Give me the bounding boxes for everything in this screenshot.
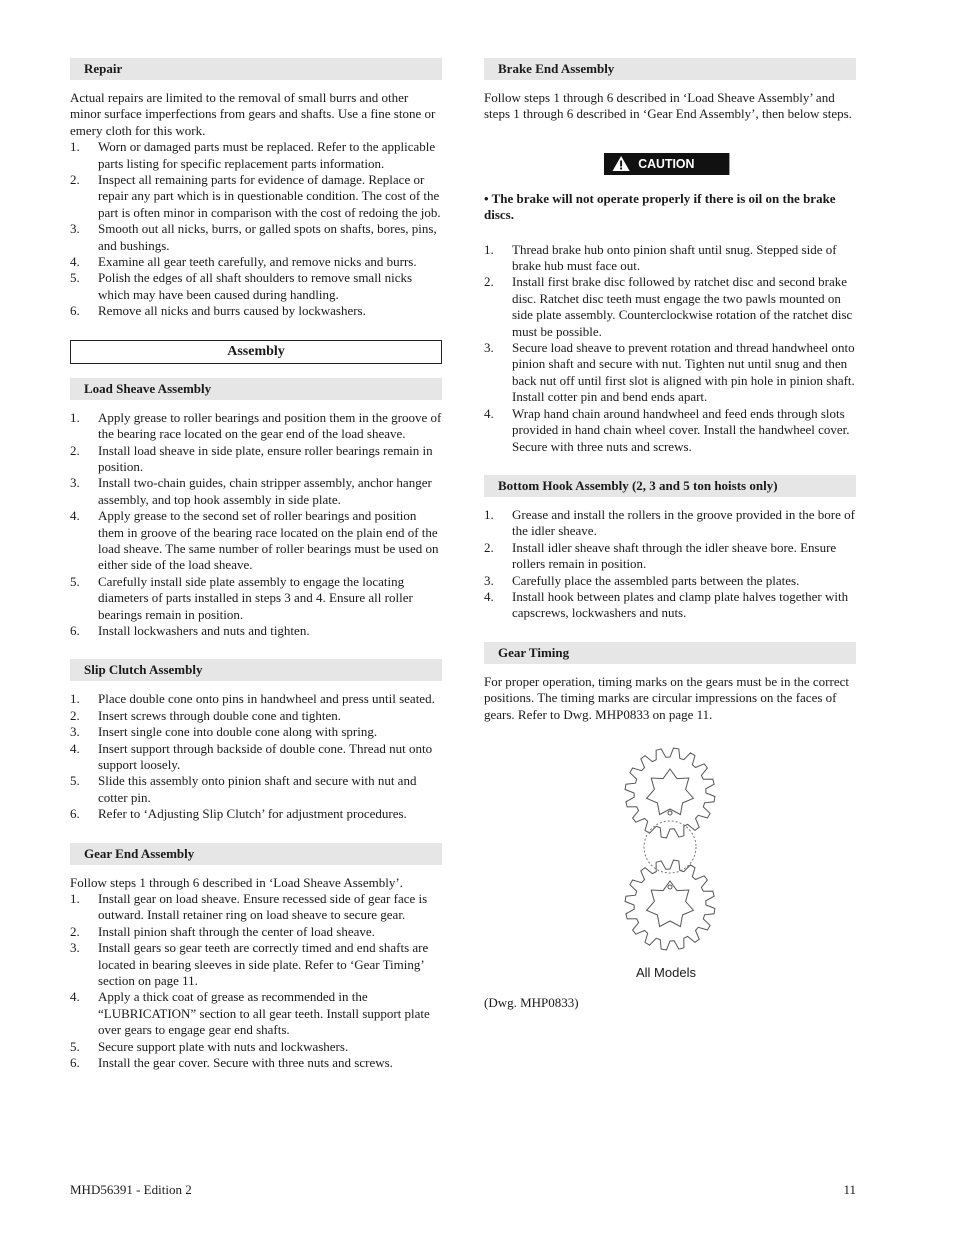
list-item bbox=[70, 741, 442, 774]
item-number: 5. bbox=[70, 773, 80, 789]
figure-caption: All Models bbox=[636, 964, 696, 980]
item-text: Secure support plate with nuts and lockwashers. bbox=[98, 1038, 349, 1054]
item-text: Inspect all remaining parts for evidence of damage. Replace or repair any part which is in questionable condition. The cost of the part is often minor in comparison with the cost of redoing the job. bbox=[98, 172, 441, 220]
item-number: 2. bbox=[484, 539, 494, 555]
item-text: Smooth out all nicks, burrs, or galled spots on shafts, bores, pins, and bushings. bbox=[98, 221, 437, 253]
item-number: 4. bbox=[484, 588, 494, 604]
list-item bbox=[70, 508, 442, 574]
list-item bbox=[70, 691, 442, 707]
item-number: 6. bbox=[70, 806, 80, 822]
repair-list bbox=[70, 139, 442, 319]
load-sheave-heading: Load Sheave Assembly bbox=[70, 378, 442, 400]
list-item bbox=[70, 139, 442, 172]
item-text: Insert screws through double cone and tighten. bbox=[98, 707, 341, 723]
item-number: 6. bbox=[70, 1055, 80, 1071]
list-item bbox=[484, 406, 856, 455]
right-column bbox=[484, 58, 856, 1011]
caution-banner bbox=[604, 153, 729, 175]
list-item bbox=[70, 443, 442, 476]
item-text: Install hook between plates and clamp plate halves together with capscrews, lockwashers and nuts. bbox=[512, 588, 849, 621]
item-text: Carefully place the assembled parts between the plates. bbox=[512, 572, 800, 588]
load-sheave-list bbox=[70, 410, 442, 640]
list-item bbox=[70, 172, 442, 221]
item-number: 4. bbox=[70, 740, 80, 756]
list-item bbox=[484, 589, 856, 622]
item-number: 6. bbox=[70, 303, 80, 319]
item-text: Install lockwashers and nuts and tighten. bbox=[98, 622, 310, 638]
item-number: 5. bbox=[70, 1038, 80, 1054]
list-item bbox=[70, 708, 442, 724]
item-text: Install gears so gear teeth are correctly timed and end shafts are located in bearing sleeves in side plate. Refer to ‘Gear Timing’ section on page 11. bbox=[98, 940, 429, 989]
item-text: Polish the edges of all shaft shoulders to remove small nicks which may have been caused during handling. bbox=[98, 270, 413, 302]
list-item bbox=[70, 773, 442, 806]
brake-end-heading: Brake End Assembly bbox=[484, 58, 856, 80]
item-number: 2. bbox=[70, 172, 80, 188]
list-item bbox=[70, 806, 442, 822]
slip-clutch-heading: Slip Clutch Assembly bbox=[70, 659, 442, 681]
list-item bbox=[70, 989, 442, 1038]
list-item bbox=[70, 303, 442, 319]
item-text: Insert single cone into double cone along with spring. bbox=[98, 724, 378, 740]
item-text: Worn or damaged parts must be replaced. Refer to the applicable parts listing for specific replacement parts information. bbox=[98, 139, 436, 171]
list-item bbox=[70, 924, 442, 940]
list-item bbox=[70, 410, 442, 443]
lower-gear bbox=[625, 860, 715, 950]
item-number: 2. bbox=[70, 442, 80, 458]
list-item bbox=[70, 574, 442, 623]
item-text: Slide this assembly onto pinion shaft and secure with nut and cotter pin. bbox=[98, 773, 417, 805]
list-item bbox=[70, 1039, 442, 1055]
item-text: Install two-chain guides, chain stripper assembly, anchor hanger assembly, and top hook assembly in side plate. bbox=[98, 475, 432, 507]
item-text: Insert support through backside of double cone. Thread nut onto support loosely. bbox=[98, 740, 433, 772]
item-number: 2. bbox=[484, 274, 494, 290]
item-number: 1. bbox=[70, 409, 80, 425]
item-text: Install load sheave in side plate, ensure roller bearings remain in position. bbox=[98, 442, 433, 474]
item-number: 5. bbox=[70, 573, 80, 589]
item-text: Install gear on load sheave. Ensure recessed side of gear face is outward. Install retainer ring on load sheave to secure gear. bbox=[98, 891, 428, 923]
item-text: Remove all nicks and burrs caused by lockwashers. bbox=[98, 303, 366, 319]
list-item bbox=[70, 724, 442, 740]
drawing-reference: (Dwg. MHP0833) bbox=[484, 994, 579, 1010]
list-item bbox=[70, 270, 442, 303]
list-item bbox=[484, 242, 856, 275]
footer-page-number: 11 bbox=[843, 1182, 856, 1197]
repair-heading: Repair bbox=[70, 58, 442, 80]
brake-end-intro: Follow steps 1 through 6 described in ‘Load Sheave Assembly’ and steps 1 through 6 described in ‘Gear End Assembly’, then below steps. bbox=[484, 90, 852, 122]
caution-label: CAUTION bbox=[638, 155, 695, 171]
caution-text: • The brake will not operate properly if there is oil on the brake discs. bbox=[484, 190, 836, 223]
list-item bbox=[484, 507, 856, 540]
item-text: Install first brake disc followed by ratchet disc and second brake disc. Ratchet disc teeth must engage the two pawls mounted on side plate assembly. Counterclockwise rotation of the ratchet disc must be possible. bbox=[512, 274, 853, 339]
item-number: 1. bbox=[70, 139, 80, 155]
item-text: Apply grease to roller bearings and position them in the groove of the bearing race located on the gear end of the load sheave. bbox=[98, 409, 442, 442]
item-number: 4. bbox=[70, 254, 80, 270]
item-number: 5. bbox=[70, 270, 80, 286]
item-number: 3. bbox=[70, 724, 80, 740]
item-number: 1. bbox=[484, 241, 494, 257]
gear-timing-drawing bbox=[614, 747, 734, 967]
item-number: 3. bbox=[484, 572, 494, 588]
list-item bbox=[70, 1055, 442, 1071]
item-number: 4. bbox=[70, 989, 80, 1005]
list-item bbox=[484, 274, 856, 340]
item-text: Wrap hand chain around handwheel and feed ends through slots provided in hand chain wheel cover. Install the handwheel cover. Secure with three nuts and screws. bbox=[512, 405, 850, 454]
gear-end-list bbox=[70, 891, 442, 1071]
item-number: 1. bbox=[70, 891, 80, 907]
bottom-hook-list bbox=[484, 507, 856, 622]
item-number: 3. bbox=[70, 221, 80, 237]
assembly-heading: Assembly bbox=[70, 340, 442, 364]
item-number: 4. bbox=[484, 405, 494, 421]
item-number: 2. bbox=[70, 923, 80, 939]
item-number: 3. bbox=[70, 475, 80, 491]
list-item bbox=[484, 340, 856, 406]
gear-timing-intro: For proper operation, timing marks on the gears must be in the correct positions. The timing marks are circular impressions on the faces of gears. Refer to Dwg. MHP0833 on page 11. bbox=[484, 673, 849, 722]
item-number: 3. bbox=[484, 340, 494, 356]
item-text: Examine all gear teeth carefully, and remove nicks and burrs. bbox=[98, 254, 417, 270]
caution-banner-wrap bbox=[484, 153, 856, 175]
item-number: 1. bbox=[484, 506, 494, 522]
list-item bbox=[70, 221, 442, 254]
item-text: Place double cone onto pins in handwheel and press until seated. bbox=[98, 691, 435, 707]
warning-triangle-icon bbox=[612, 155, 631, 172]
item-number: 4. bbox=[70, 508, 80, 524]
item-text: Secure load sheave to prevent rotation and thread handwheel onto pinion shaft and secure with nut. Tighten nut until snug and then back nut off until first slot is aligned with pin hole in pinion shaft. Install cotter pin and bend ends apart. bbox=[512, 340, 855, 405]
list-item bbox=[484, 573, 856, 589]
left-column bbox=[70, 58, 442, 1072]
item-text: Install pinion shaft through the center of load sheave. bbox=[98, 923, 375, 939]
gear-end-heading: Gear End Assembly bbox=[70, 843, 442, 865]
gear-timing-figure bbox=[484, 747, 856, 987]
list-item bbox=[70, 475, 442, 508]
item-text: Thread brake hub onto pinion shaft until snug. Stepped side of brake hub must face out. bbox=[512, 241, 837, 274]
item-text: Apply a thick coat of grease as recommended in the “LUBRICATION” section to all gear teeth. Install support plate over gears to engage gear end shafts. bbox=[98, 989, 430, 1038]
list-item bbox=[70, 254, 442, 270]
item-text: Install the gear cover. Secure with three nuts and screws. bbox=[98, 1055, 393, 1071]
bottom-hook-heading: Bottom Hook Assembly (2, 3 and 5 ton hoists only) bbox=[484, 475, 856, 497]
item-number: 3. bbox=[70, 940, 80, 956]
list-item bbox=[70, 891, 442, 924]
gear-end-intro: Follow steps 1 through 6 described in ‘Load Sheave Assembly’. bbox=[70, 874, 403, 890]
item-text: Carefully install side plate assembly to engage the locating diameters of parts installed in steps 3 and 4. Ensure all roller bearings remain in position. bbox=[98, 573, 413, 622]
item-number: 1. bbox=[70, 691, 80, 707]
item-text: Refer to ‘Adjusting Slip Clutch’ for adjustment procedures. bbox=[98, 806, 407, 822]
upper-gear bbox=[625, 748, 715, 838]
list-item bbox=[70, 623, 442, 639]
item-number: 6. bbox=[70, 622, 80, 638]
brake-end-list bbox=[484, 242, 856, 455]
slip-clutch-list bbox=[70, 691, 442, 822]
gear-timing-heading: Gear Timing bbox=[484, 642, 856, 664]
item-text: Apply grease to the second set of roller bearings and position them in groove of the bearing race located on the plain end of the load sheave. The same number of roller bearings must be used on either side of the load sheave. bbox=[98, 508, 439, 573]
item-text: Grease and install the rollers in the groove provided in the bore of the idler sheave. bbox=[512, 506, 855, 539]
list-item bbox=[484, 540, 856, 573]
footer-doc-id: MHD56391 - Edition 2 bbox=[70, 1182, 192, 1197]
item-text: Install idler sheave shaft through the idler sheave bore. Ensure rollers remain in position. bbox=[512, 539, 837, 572]
repair-intro: Actual repairs are limited to the removal of small burrs and other minor surface imperfections from gears and shafts. Use a fine stone or emery cloth for this work. bbox=[70, 90, 436, 138]
item-number: 2. bbox=[70, 707, 80, 723]
list-item bbox=[70, 940, 442, 989]
